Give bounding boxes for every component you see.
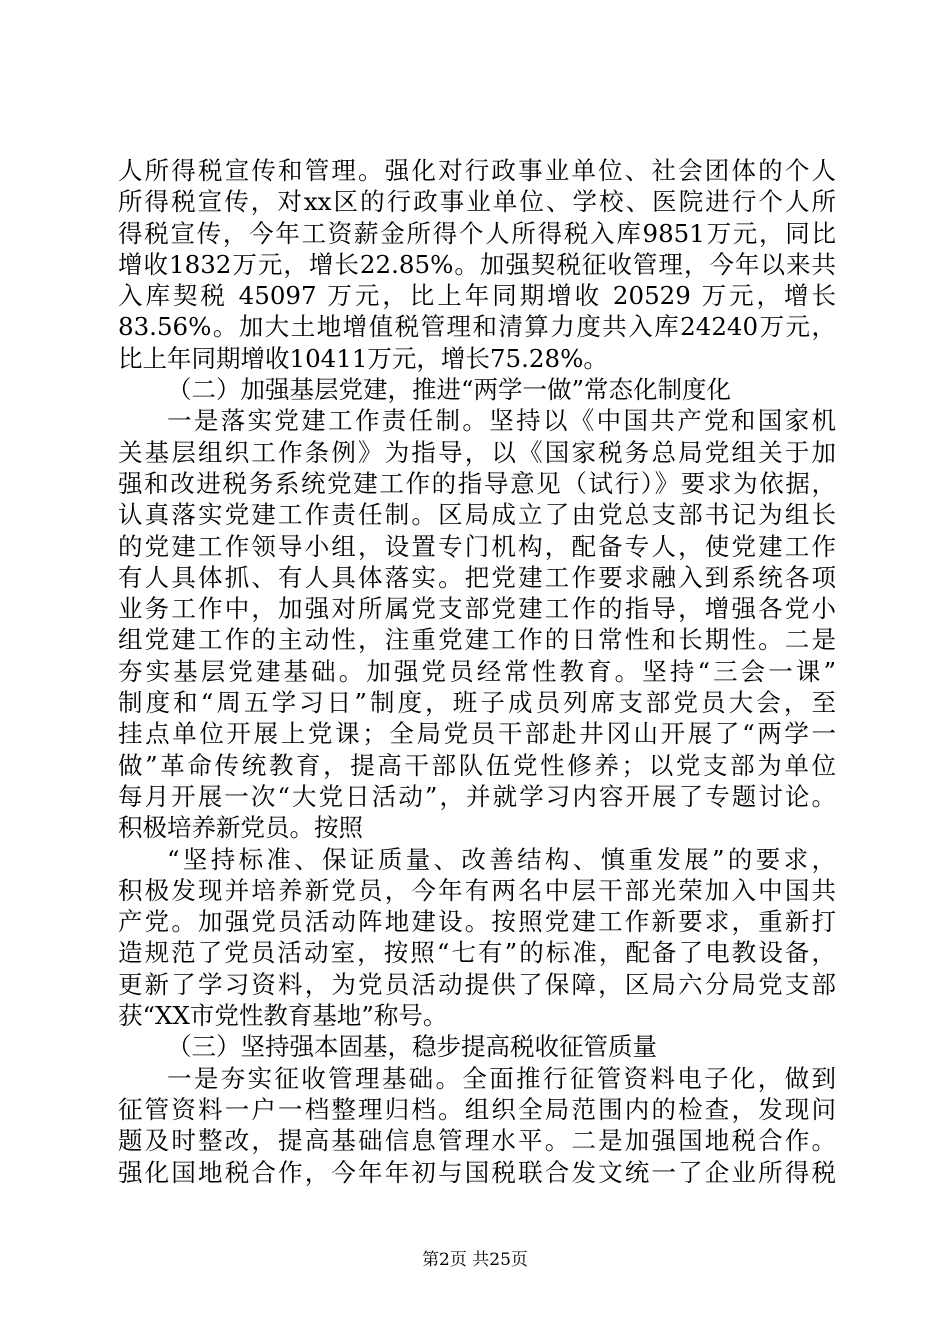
text-line: 入库契税 45097 万元，比上年同期增收 20529 万元，增长: [118, 281, 836, 311]
text-line: 认真落实党建工作责任制。区局成立了由党总支部书记为组长: [118, 500, 836, 530]
text-line: 强化国地税合作，今年年初与国税联合发文统一了企业所得税: [118, 1157, 836, 1187]
text-line: 获“XX市党性教育基地”称号。: [118, 1001, 448, 1031]
text-line: 得税宣传，今年工资薪金所得个人所得税入库9851万元，同比: [118, 218, 836, 248]
text-line: 造规范了党员活动室，按照“七有”的标准，配备了电教设备，: [118, 938, 836, 968]
text-line: 增收1832万元，增长22.85%。加强契税征收管理，今年以来共: [118, 249, 836, 279]
text-line: 征管资料一户一档整理归档。组织全局范围内的检查，发现问: [118, 1094, 836, 1124]
text-line: 更新了学习资料，为党员活动提供了保障，区局六分局党支部: [118, 969, 836, 999]
text-line: （二）加强基层党建，推进“两学一做”常态化制度化: [167, 375, 732, 405]
text-line: 积极发现并培养新党员，今年有两名中层干部光荣加入中国共: [118, 875, 836, 905]
text-line: 强和改进税务系统党建工作的指导意见（试行）》要求为依据，: [118, 468, 836, 498]
text-line: 积极培养新党员。按照: [118, 813, 363, 843]
text-line: 所得税宣传，对xx区的行政事业单位、学校、医院进行个人所: [118, 187, 836, 217]
page-number-footer: 第2页 共25页: [422, 1250, 528, 1270]
text-line: 的党建工作领导小组，设置专门机构，配备专人，使党建工作: [118, 531, 836, 561]
text-line: 产党。加强党员活动阵地建设。按照党建工作新要求，重新打: [118, 907, 836, 937]
text-line: “坚持标准、保证质量、改善结构、慎重发展”的要求，: [167, 844, 836, 874]
text-line: 比上年同期增收10411万元，增长75.28%。: [118, 343, 608, 373]
text-line: 关基层组织工作条例》为指导，以《国家税务总局党组关于加: [118, 437, 836, 467]
text-line: 一是夯实征收管理基础。全面推行征管资料电子化，做到: [167, 1063, 836, 1093]
text-line: 一是落实党建工作责任制。坚持以《中国共产党和国家机: [167, 406, 836, 436]
text-line: 人所得税宣传和管理。强化对行政事业单位、社会团体的个人: [118, 156, 836, 185]
text-line: 业务工作中，加强对所属党支部党建工作的指导，增强各党小: [118, 594, 836, 624]
text-line: 制度和“周五学习日”制度，班子成员列席支部党员大会，至: [118, 688, 836, 718]
text-line: 83.56%。加大土地增值税管理和清算力度共入库24240万元，: [118, 312, 836, 342]
text-line: 组党建工作的主动性，注重党建工作的日常性和长期性。二是: [118, 625, 836, 655]
text-line: 做”革命传统教育，提高干部队伍党性修养；以党支部为单位: [118, 750, 836, 780]
text-line: （三）坚持强本固基，稳步提高税收征管质量: [167, 1032, 657, 1062]
document-body: [118, 155, 836, 1188]
text-line: 有人具体抓、有人具体落实。把党建工作要求融入到系统各项: [118, 562, 836, 592]
text-line: 夯实基层党建基础。加强党员经常性教育。坚持“三会一课”: [118, 656, 836, 686]
text-line: 每月开展一次“大党日活动”，并就学习内容开展了专题讨论。: [118, 781, 836, 811]
text-line: 挂点单位开展上党课；全局党员干部赴井冈山开展了“两学一: [118, 719, 836, 749]
text-line: 题及时整改，提高基础信息管理水平。二是加强国地税合作。: [118, 1126, 836, 1156]
